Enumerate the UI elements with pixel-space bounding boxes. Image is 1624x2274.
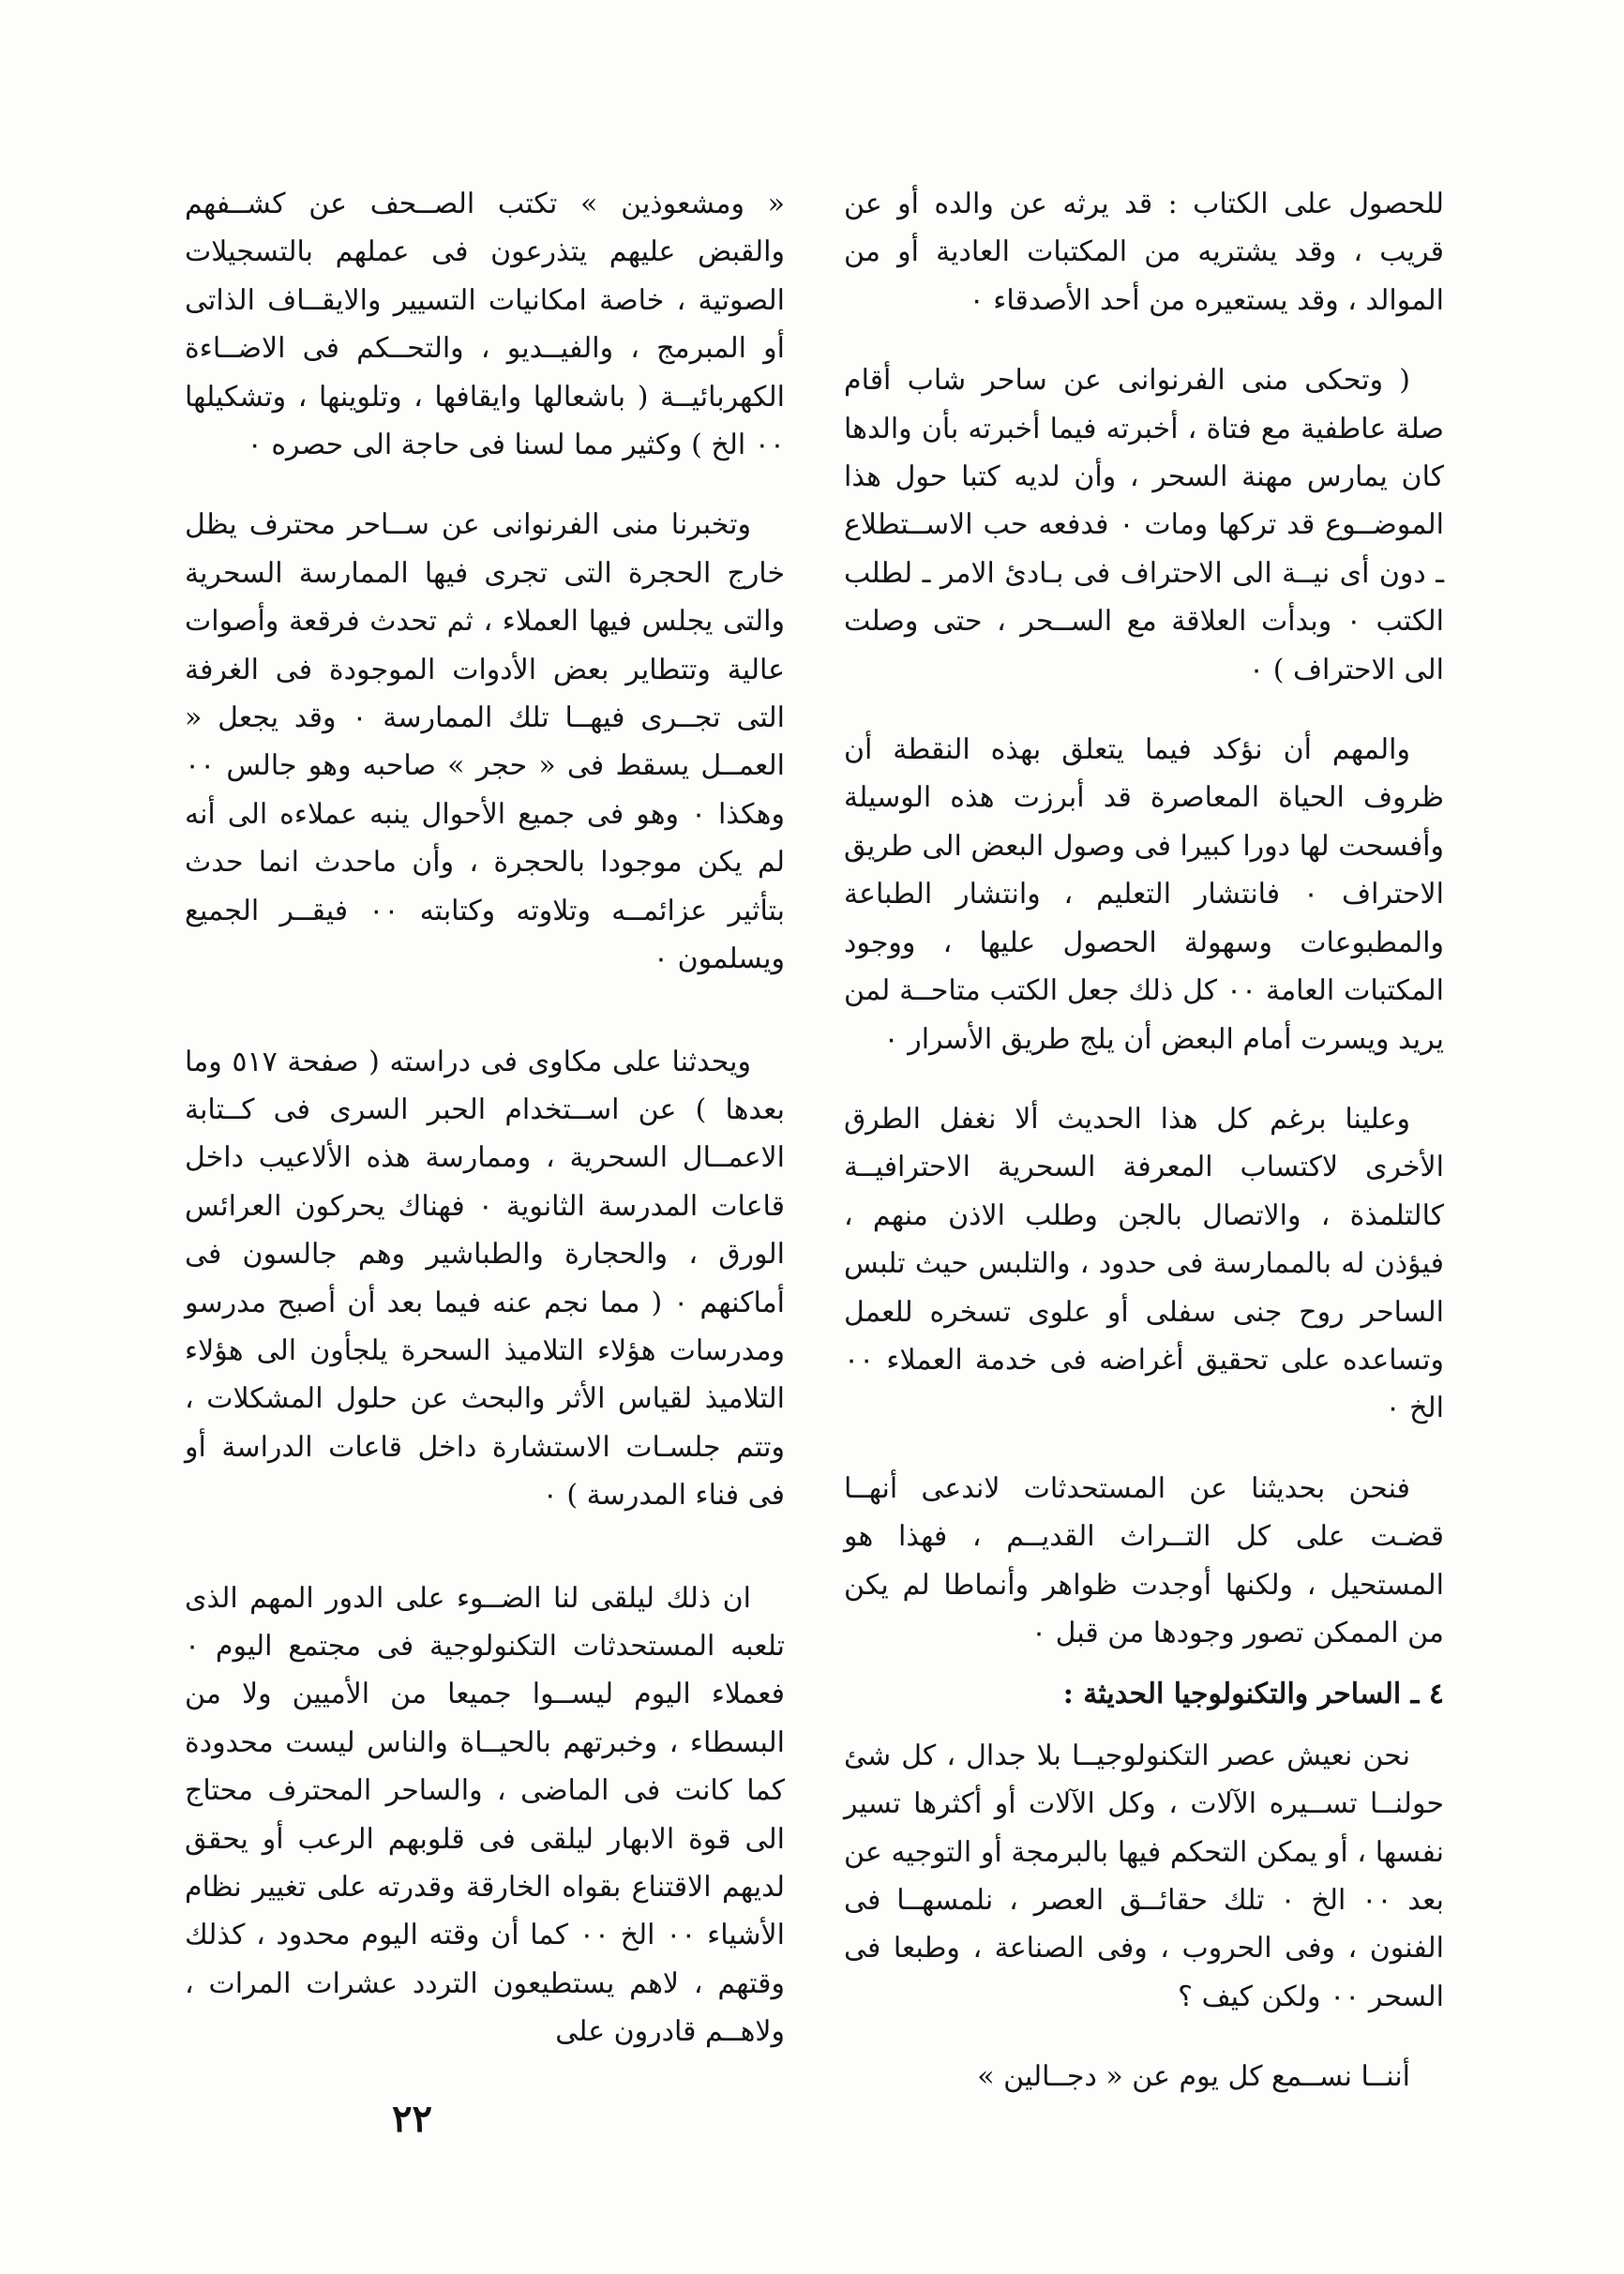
paragraph: ان ذلك ليلقى لنا الضــوء على الدور المهم الذى تلعبه المستحدثات التكنولوجية فى مجتمع اليوم ٠ فعملاء اليوم ليســوا جميعا من الأميين ولا من البسطاء ، وخبرتهم بالحيــاة والناس ليست محدودة كما كانت فى الماضى ، والساحر المحترف محتاج الى قوة الابهار ليلقى فى قلوبهم الرعب أو يحقق لديهم الاقتناع بقواه الخارقة وقدرته على تغيير نظام الأشياء ٠٠ الخ ٠٠ كما أن وقته اليوم محدود ، كذلك وقتهم ، لاهم يستطيعون التردد عشرات المرات ، ولاهــم قادرون على — [185, 1581, 785, 2049]
right-column — [844, 180, 1444, 2101]
paragraph: والمهم أن نؤكد فيما يتعلق بهذه النقطة أن ظروف الحياة المعاصرة قد أبرزت هذه الوسيلة وأفسحت لها دورا كبيرا فى وصول البعض الى طريق الاحتراف ٠ فانتشار التعليم ، وانتشار الطباعة والمطبوعات وسهولة الحصول عليها ، ووجود المكتبات العامة ٠٠ كل ذلك جعل الكتب متاحــة لمن يريد ويسرت أمام البعض أن يلج طريق الأسرار ٠ — [844, 733, 1444, 1056]
left-column — [185, 180, 785, 2056]
column-divider — [812, 216, 813, 2091]
paragraph: وتخبرنا منى الفرنوانى عن ســاحر محترف يظل خارج الحجرة التى تجرى فيها الممارسة السحرية والتى يجلس فيها العملاء ، ثم تحدث فرقعة وأصوات عالية وتتطاير بعض الأدوات الموجودة فى الغرفة التى تجــرى فيهــا تلك الممارسة ٠ وقد يجعل « العمــل يسقط فى « حجر » صاحبه وهو جالس ٠٠ وهكذا ٠ وهو فى جميع الأحوال ينبه عملاءه الى أنه لم يكن موجودا بالحجرة ، وأن ماحدث انما حدث بتأثير عزائمــه وتلاوته وكتابته ٠٠ فيقــر الجميع ويسلمون ٠ — [185, 508, 786, 976]
section-heading: ٤ ـ الساحر والتكنولوجيا الحديثة : — [1062, 1678, 1444, 1711]
paragraph: وعلينا برغم كل هذا الحديث ألا نغفل الطرق الأخرى لاكتساب المعرفة السحرية الاحترافيــة كالتلمذة ، والاتصال بالجن وطلب الاذن منهم ، فيؤذن له بالممارسة فى حدود ، والتلبس حيث تلبس الساحر روح جنى سفلى أو علوى تسخره للعمل وتساعده على تحقيق أغراضه فى خدمة العملاء ٠٠ الخ ٠ — [844, 1102, 1444, 1425]
paragraph: نحن نعيش عصر التكنولوجيــا بلا جدال ، كل شئ حولنــا تســيره الآلات ، وكل الآلات أو أكثرها تسير نفسها ، أو يمكن التحكم فيها بالبرمجة أو التوجيه عن بعد ٠٠ الخ ٠ تلك حقائــق العصر ، نلمسهــا فى الفنون ، وفى الحروب ، وفى الصناعة ، وطبعا فى السحر ٠٠ ولكن كيف ؟ — [844, 1739, 1444, 2013]
paragraph: ويحدثنا على مكاوى فى دراسته ( صفحة ٥١٧ وما بعدها ) عن اســتخدام الحبر السرى فى كــتابة الاعمــال السحرية ، وممارسة هذه الألاعيب داخل قاعات المدرسة الثانوية ٠ فهناك يحركون العرائس الورق ، والحجارة والطباشير وهم جالسون فى أماكنهم ٠ ( مما نجم عنه فيما بعد أن أصبح مدرسو ومدرسات هؤلاء التلاميذ السحرة يلجأون الى هؤلاء التلاميذ لقياس الأثر والبحث عن حلول المشكلات ، وتتم جلسـات الاستشارة داخل قاعات الدراسة أو فى فناء المدرسة ) ٠ — [185, 1045, 785, 1513]
paragraph: « ومشعوذين » تكتب الصــحف عن كشــفهم والقبض عليهم يتذرعون فى عملهم بالتسجيلات الصوتية ، خاصة امكانيات التسيير والايقــاف الذاتى أو المبرمج ، والفيــديو ، والتحــكم فى الاضــاءة الكهربائيــة ( باشعالها وايقافها ، وتلوينها ، وتشكيلها ٠٠ الخ ) وكثير مما لسنا فى حاجة الى حصره ٠ — [185, 188, 785, 462]
paragraph: للحصول على الكتاب : قد يرثه عن والده أو عن قريب ، وقد يشتريه من المكتبات العادية أو من الموالد ، وقد يستعيره من أحد الأصدقاء ٠ — [844, 188, 1444, 317]
page-number: ٢٢ — [392, 2097, 432, 2141]
paragraph: فنحن بحديثنا عن المستحدثات لاندعى أنهــا قضـت على كل التــراث القديــم ، فهذا هو المستحيل ، ولكنها أوجدت ظواهر وأنماطا لم يكن من الممكن تصور وجودها من قبل ٠ — [844, 1471, 1444, 1649]
paragraph: أننــا نســمع كل يوم عن « دجــالين » — [977, 2060, 1410, 2094]
paragraph: ( وتحكى منى الفرنوانى عن ساحر شاب أقام صلة عاطفية مع فتاة ، أخبرته فيما أخبرته بأن والدها كان يمارس مهنة السحر ، وأن لديه كتبا حول هذا الموضــوع قد تركها ومات ٠ فدفعه حب الاســتطلاع ـ دون أى نيــة الى الاحتراف فى بـادئ الامر ـ لطلب الكتب ٠ وبدأت العلاقة مع الســحر ، حتى وصلت الى الاحتراف ) ٠ — [844, 364, 1445, 686]
